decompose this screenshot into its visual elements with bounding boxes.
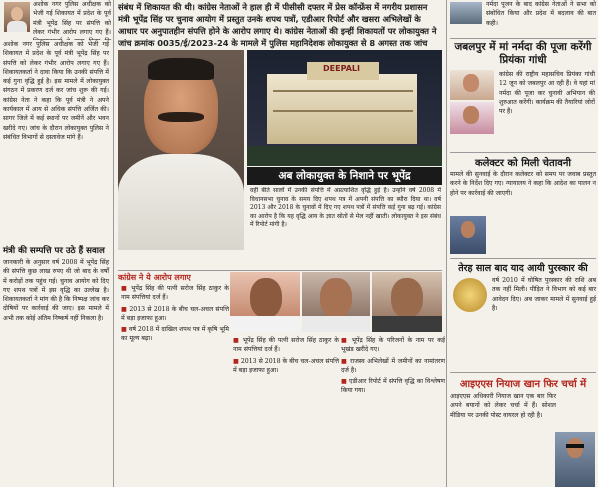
main-body-text: वहीं बीते सालों में उनकी संपत्ति में अप्रत्याशित वृद्धि हुई है। उन्होंने वर्ष 2008 में विधानसभा चुनाव के समय दिए शपथ पत्र में अपनी संपत्ति का ब्यौरा दिया था। वर्ष 2013 और 2018 के चुनावों में दिए गए शपथ पत्रों में संपत्ति कई गुना बढ़ गई। कांग्रेस का आरोप है कि यह वृद्धि आय के ज्ञात स्रोतों से मेल नहीं खाती। लोकायुक्त ने इस संबंध में रिपोर्ट मांगी है। <box>250 187 441 229</box>
left-section-heading: मंत्री की सम्पत्ति पर उठे हैं सवाल <box>3 246 105 256</box>
leader-photo-1 <box>230 272 300 332</box>
right-headline-2: कलेक्टर को मिली चेतावनी <box>474 158 572 169</box>
right-text-4: आइएएस अधिकारी नियाज खान एक बार फिर अपने बयानों को लेकर चर्चा में हैं। सोशल मीडिया पर उनकी पोस्ट वायरल हो रही है। <box>450 393 556 419</box>
left-column <box>0 0 113 487</box>
building-photo <box>247 50 442 166</box>
main-lead-text: संबंध में शिकायत की थी। कांग्रेस नेताओं ने हाल ही में पीसीसी दफ्तर में प्रेस कॉन्फ्रेंस में नगरीय प्रशासन मंत्री भूपेंद्र सिंह पर चुनाव आयोग में प्रस्तुत उनके शपथ पत्रों, एडीआर रिपोर्ट और खसरा अभिलेखों के आधार पर अनुपातहीन संपत्ति होने के आरोप लगाए थे। कांग्रेस नेताओं की इन्हीं शिकायतों पर लोकायुक्त ने जांच क्रमांक 0035/ई/2023-24 के मामले में पुलिस महानिदेशक लोकायुक्त से 8 अगस्त तक जांच <box>118 2 437 48</box>
right-top-text: नर्मदा पूजन के बाद कांग्रेस नेताओं ने सभा को संबोधित किया और प्रदेश में बदलाव की बात कही। <box>486 1 596 27</box>
right-text-2: मामले की सुनवाई के दौरान कलेक्टर को समय पर जवाब प्रस्तुत करने के निर्देश दिए गए। न्यायालय ने कहा कि आदेश का पालन न होने पर कार्रवाई की जाएगी। <box>450 171 596 197</box>
left-top-text-continued: अशोक नगर पुलिस अधीक्षक को भेजी गई शिकायत में प्रदेश के पूर्व मंत्री भूपेंद्र सिंह पर संपत्ति को लेकर गंभीर आरोप लगाए गए हैं। शिकायतकर्ता ने दावा किया कि उनकी संपत्ति में कई गुना वृद्धि हुई है। इस मामले में लोकायुक्त संगठन में प्रकरण दर्ज कर जांच शुरू की गई। कांग्रेस नेता ने कहा कि पूर्व मंत्री ने अपने कार्यकाल में आय से अधिक संपत्ति अर्जित की। सागर जिले में कई स्थानों पर जमीनें और भवन खरीदे गए। जांच के दौरान लोकायुक्त पुलिस ने संबंधित विभागों से दस्तावेज मांगे हैं। <box>3 41 109 141</box>
left-top-text: अशोक नगर पुलिस अधीक्षक को भेजी गई शिकायत में प्रदेश के पूर्व मंत्री भूपेंद्र सिंह पर संपत्ति को लेकर गंभीर आरोप लगाए गए हैं। <box>33 1 111 36</box>
bullet-left-3: ■ वर्ष 2018 में दाखिल शपथ पत्र में कृषि भूमि का मूल्य बढ़ा। <box>121 326 229 343</box>
leader-photo-3 <box>372 272 442 332</box>
right-headline-3: तेरह साल बाद याद आयी पुरस्कार की <box>458 263 588 274</box>
right-headline-1: जबलपुर में मां नर्मदा की पूजा करेंगी प्रियंका गांधी <box>454 41 592 66</box>
bullet-left-1: ■ भूपेंद्र सिंह की पत्नी सरोज सिंह ठाकुर के नाम संपत्तियां दर्ज हैं। <box>121 285 229 302</box>
building-sign: DEEPALI <box>323 64 360 73</box>
collector-photo <box>450 216 486 254</box>
right-column <box>447 0 598 487</box>
right-text-1: कांग्रेस की राष्ट्रीय महासचिव प्रियंका गांधी 12 जून को जबलपुर आ रही हैं। वे यहां मां नर्मदा की पूजा कर चुनावी अभियान की शुरुआत करेंगी। कार्यक्रम की तैयारियां जोरों पर हैं। <box>499 71 595 116</box>
priyanka-photo-1 <box>450 70 494 100</box>
niyaz-khan-photo <box>555 432 595 487</box>
left-thumbnail-photo <box>4 2 30 32</box>
bullet-middle-1: ■ भूपेंद्र सिंह की पत्नी सरोज सिंह ठाकुर के नाम संपत्तियां दर्ज हैं। <box>233 337 339 354</box>
leader-photo-2 <box>302 272 370 332</box>
bullet-right-1: ■ भूपेंद्र सिंह के परिजनों के नाम पर कई भूखंड खरीदे गए। <box>341 337 445 354</box>
main-horizontal-rule <box>118 270 442 271</box>
bullets-middle <box>230 336 342 486</box>
left-bottom-text: जानकारी के अनुसार वर्ष 2008 में भूपेंद्र सिंह की संपत्ति कुछ लाख रुपए थी जो बाद के वर्षों में करोड़ों तक पहुंच गई। चुनाव आयोग को दिए गए शपथ पत्रों में इस वृद्धि का उल्लेख है। शिकायतकर्ता ने मांग की है कि निष्पक्ष जांच कर दोषियों पर कार्रवाई की जाए। इस मामले में अभी तक कोई अंतिम निष्कर्ष नहीं निकला है। <box>3 259 109 322</box>
photo-strip-caption: कांग्रेस ने ये आरोप लगाए <box>118 273 191 282</box>
bullet-right-3: ■ एडीआर रिपोर्ट में संपत्ति वृद्धि का विश्लेषण किया गया। <box>341 378 445 395</box>
priyanka-photo-2 <box>450 102 494 134</box>
bullet-middle-2: ■ 2013 से 2018 के बीच चल-अचल संपत्ति में बड़ा इजाफा हुआ। <box>233 357 339 374</box>
right-rule-1 <box>450 38 596 39</box>
right-rule-3 <box>450 258 596 259</box>
bhupendra-portrait-photo <box>118 50 244 250</box>
main-banner-headline: अब लोकायुक्त के निशाने पर भूपेंद्र <box>247 167 442 185</box>
award-emblem <box>453 278 487 312</box>
bullet-right-2: ■ राजस्व अभिलेखों में जमीनों का नामांतरण दर्ज है। <box>341 357 445 374</box>
right-text-3: वर्ष 2010 में घोषित पुरस्कार की राशि अब तक नहीं मिली। पीड़ित ने विभाग को कई बार आवेदन दिए। अब जाकर मामले में सुनवाई हुई है। <box>492 277 596 312</box>
main-story <box>114 0 446 487</box>
bullets-right <box>338 336 446 486</box>
right-headline-4: आइएएस नियाज खान फिर चर्चा में <box>459 379 587 390</box>
right-top-photo <box>450 2 482 24</box>
bullet-left-2: ■ 2013 से 2018 के बीच चल-अचल संपत्ति में बड़ा इजाफा हुआ। <box>121 305 229 322</box>
bullets-left <box>118 284 232 484</box>
right-rule-4 <box>450 372 596 373</box>
right-rule-2 <box>450 152 596 153</box>
